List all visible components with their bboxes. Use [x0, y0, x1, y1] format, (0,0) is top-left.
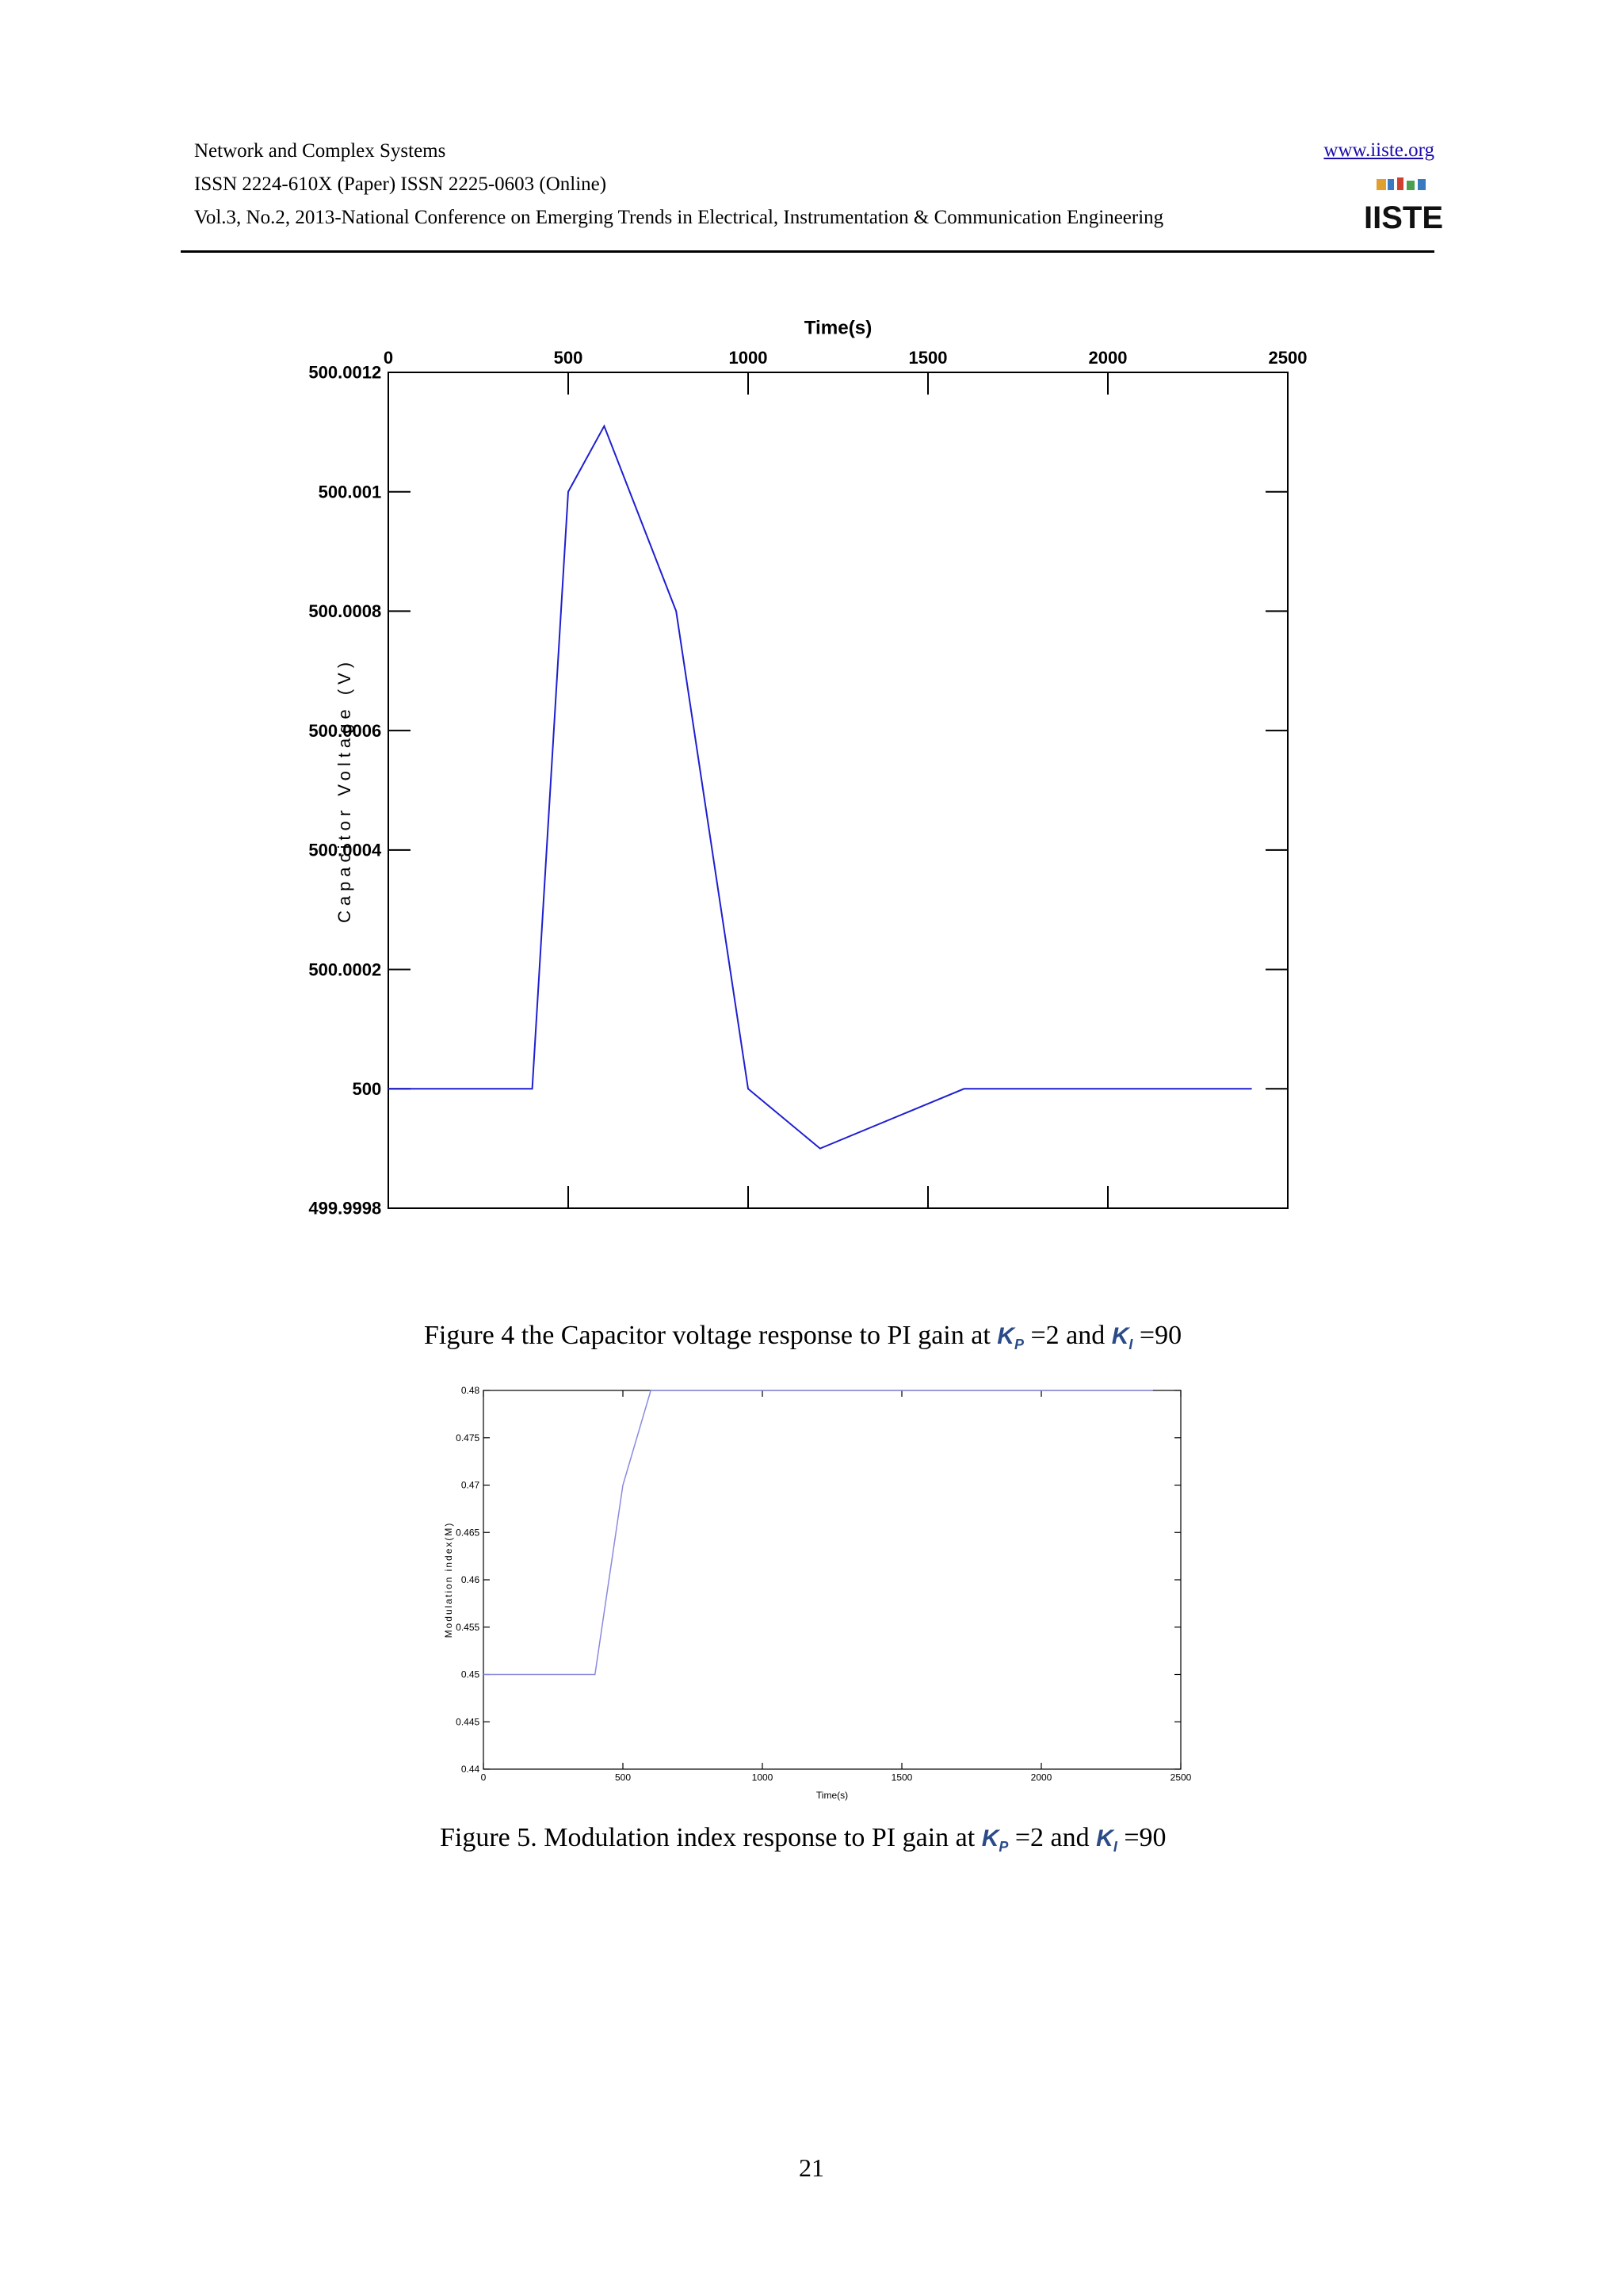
header-rule [181, 250, 1434, 253]
y-tick-label: 0.445 [456, 1716, 480, 1728]
y-tick-label: 0.475 [456, 1432, 480, 1444]
y-tick-label: 0.455 [456, 1621, 480, 1633]
y-tick-label: 500.0006 [308, 720, 382, 741]
logo-block-1 [1377, 179, 1386, 190]
y-tick-label: 0.47 [460, 1479, 480, 1491]
logo-block-4 [1407, 181, 1415, 190]
logo-block-3 [1397, 177, 1403, 190]
figure5-caption [440, 1822, 1167, 1863]
figure4-kp-value: =2 and [1023, 1321, 1112, 1350]
y-tick-label: 500.0002 [308, 959, 382, 980]
x-tick-label: 2500 [1170, 1772, 1192, 1783]
x-tick-label: 2000 [1030, 1772, 1052, 1783]
x-tick-label: 500 [553, 348, 583, 368]
y-tick-label: 0.48 [460, 1385, 480, 1397]
figure5-kp-symbol: $K_P$ [981, 1825, 1009, 1855]
x-tick-label: 2500 [1268, 348, 1308, 368]
y-axis-label: Capacitor Voltage (V) [334, 657, 354, 924]
figure4-caption [424, 1320, 1182, 1360]
x-tick-label: 1500 [891, 1772, 913, 1783]
figure5-caption-text: Figure 5. Modulation index response to PI gain at [440, 1823, 976, 1852]
figure5-ki-symbol: $K_I$ [1096, 1825, 1117, 1855]
y-tick-label: 500.0008 [308, 601, 382, 622]
logo-block-2 [1388, 179, 1394, 190]
y-axis-label: Modulation index(M) [443, 1521, 454, 1638]
plot-frame [388, 372, 1288, 1208]
figure5-ki-value: =90 [1117, 1823, 1167, 1852]
x-axis-label: Time(s) [804, 317, 873, 339]
y-tick-label: 0.45 [460, 1669, 480, 1680]
y-tick-label: 500.0012 [308, 362, 382, 383]
logo-block-5 [1418, 179, 1426, 190]
capacitor-voltage-chart [301, 293, 1331, 1228]
website-link[interactable]: www.iiste.org [1323, 139, 1434, 161]
figure4-ki-symbol: $K_I$ [1111, 1323, 1133, 1352]
figure4-ki-value: =90 [1132, 1321, 1182, 1350]
x-tick-label: 1000 [751, 1772, 773, 1783]
y-tick-label: 500.0004 [308, 840, 382, 860]
y-tick-label: 0.46 [460, 1574, 480, 1586]
x-tick-label: 2000 [1088, 348, 1128, 368]
y-tick-label: 0.465 [456, 1527, 480, 1539]
x-tick-label: 1500 [908, 348, 948, 368]
page-number: 21 [799, 2153, 824, 2182]
x-tick-label: 0 [480, 1772, 487, 1783]
modulation-index-chart [436, 1383, 1197, 1814]
x-tick-label: 1000 [728, 348, 768, 368]
y-tick-label: 499.9998 [308, 1198, 382, 1219]
logo-text: IISTE [1363, 200, 1444, 235]
x-tick-label: 0 [383, 348, 394, 368]
y-tick-label: 0.44 [460, 1764, 480, 1775]
journal-name: Network and Complex Systems [194, 140, 446, 162]
y-tick-label: 500.001 [318, 482, 382, 502]
iiste-logo [1363, 176, 1444, 236]
figure4-kp-symbol: $K_P$ [997, 1323, 1024, 1352]
x-axis-label: Time(s) [815, 1790, 849, 1801]
issn-line: ISSN 2224-610X (Paper) ISSN 2225-0603 (Online) [194, 174, 607, 195]
figure4-caption-text: Figure 4 the Capacitor voltage response to PI gain at [424, 1321, 991, 1350]
volume-line: Vol.3, No.2, 2013-National Conference on Emerging Trends in Electrical, Instrumentation & Communication Engineering [194, 207, 1164, 228]
plot-frame [483, 1390, 1181, 1769]
y-tick-label: 500 [352, 1078, 382, 1099]
x-tick-label: 500 [614, 1772, 632, 1783]
figure5-kp-value: =2 and [1008, 1823, 1097, 1852]
